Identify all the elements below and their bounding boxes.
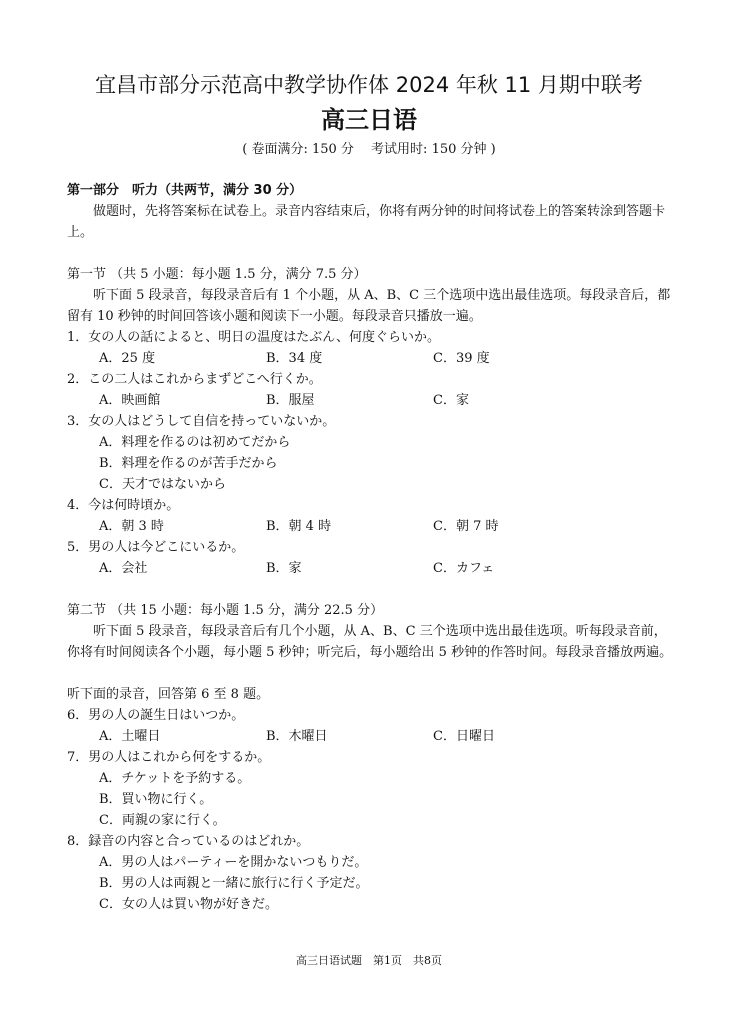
section2-title: 第二节 （共 15 小题：每小题 1.5 分，满分 22.5 分） (67, 603, 384, 618)
option: B．服屋 (266, 393, 315, 408)
question-1: 1．女の人の話によると、明日の温度はたぶん、何度ぐらいか。 (67, 330, 441, 345)
question-5-options (67, 558, 673, 579)
option: A．チケットを予約する。 (99, 771, 251, 786)
option: B．家 (266, 561, 302, 576)
group-intro: 听下面的录音，回答第 6 至 8 题。 (67, 687, 270, 702)
option: A．料理を作るのは初めてだから (99, 435, 291, 450)
option: A．朝 3 時 (99, 519, 164, 534)
question-1-options (67, 348, 673, 369)
question-6-options (67, 726, 673, 747)
exam-title: 宜昌市部分示范高中教学协作体 2024 年秋 11 月期中联考 (95, 73, 643, 97)
question-2: 2．この二人はこれからまずどこへ行くか。 (67, 372, 322, 387)
exam-subject: 高三日语 (321, 106, 417, 134)
question-3: 3．女の人はどうして自信を持っていないか。 (67, 414, 336, 429)
option: A．映画館 (99, 393, 161, 408)
question-5: 5．男の人は今どこにいるか。 (67, 540, 245, 555)
page-footer: 高三日语试题 第1页 共8页 (296, 954, 442, 967)
option: A．男の人はパーティーを開かないつもりだ。 (99, 855, 368, 870)
option: C．39 度 (433, 351, 490, 366)
section2-instructions: 听下面 5 段录音，每段录音后有几个小题，从 A、B、C 三个选项中选出最佳选项。听每段录音前，你将有时间阅读各个小题，每小题 5 秒钟；听完后，每小题给出 5 秒钟的作答时间。每段录音播放两遍。 (67, 624, 673, 660)
option: C．女の人は買い物が好きだ。 (99, 897, 278, 912)
option: C．日曜日 (433, 729, 495, 744)
option: A．土曜日 (99, 729, 161, 744)
option: A．25 度 (99, 351, 156, 366)
option: A．会社 (99, 561, 148, 576)
section1-instructions: 听下面 5 段录音，每段录音后有 1 个小题，从 A、B、C 三个选项中选出最佳选项。每段录音后，都留有 10 秒钟的时间回答该小题和阅读下一小题。每段录音只播放一遍。 (67, 288, 671, 324)
question-6: 6．男の人の誕生日はいつか。 (67, 708, 245, 723)
part1-intro: 做题时，先将答案标在试卷上。录音内容结束后，你将有两分钟的时间将试卷上的答案转涂到答题卡上。 (67, 204, 666, 240)
option: B．料理を作るのが苦手だから (99, 456, 278, 471)
question-8: 8．録音の内容と合っているのはどれか。 (67, 834, 310, 849)
option: C．天才ではないから (99, 477, 226, 492)
section1-title: 第一节 （共 5 小题：每小题 1.5 分，满分 7.5 分） (67, 267, 367, 282)
option: B．男の人は両親と一緒に旅行に行く予定だ。 (99, 876, 369, 891)
question-2-options (67, 390, 673, 411)
exam-meta: ( 卷面满分: 150 分 考试用时: 150 分钟 ) (242, 142, 496, 157)
option: B．朝 4 時 (266, 519, 332, 534)
option: C．家 (433, 393, 469, 408)
part1-title: 第一部分 听力（共两节，满分 30 分） (67, 183, 303, 198)
exam-content (67, 180, 673, 915)
option: B．34 度 (266, 351, 323, 366)
option: C．カフェ (433, 561, 495, 576)
option: B．買い物に行く。 (99, 792, 213, 807)
question-7: 7．男の人はこれから何をするか。 (67, 750, 271, 765)
question-4: 4．今は何時頃か。 (67, 498, 180, 513)
option: B．木曜日 (266, 729, 328, 744)
question-4-options (67, 516, 673, 537)
option: C．両親の家に行く。 (99, 813, 226, 828)
option: C．朝 7 時 (433, 519, 499, 534)
